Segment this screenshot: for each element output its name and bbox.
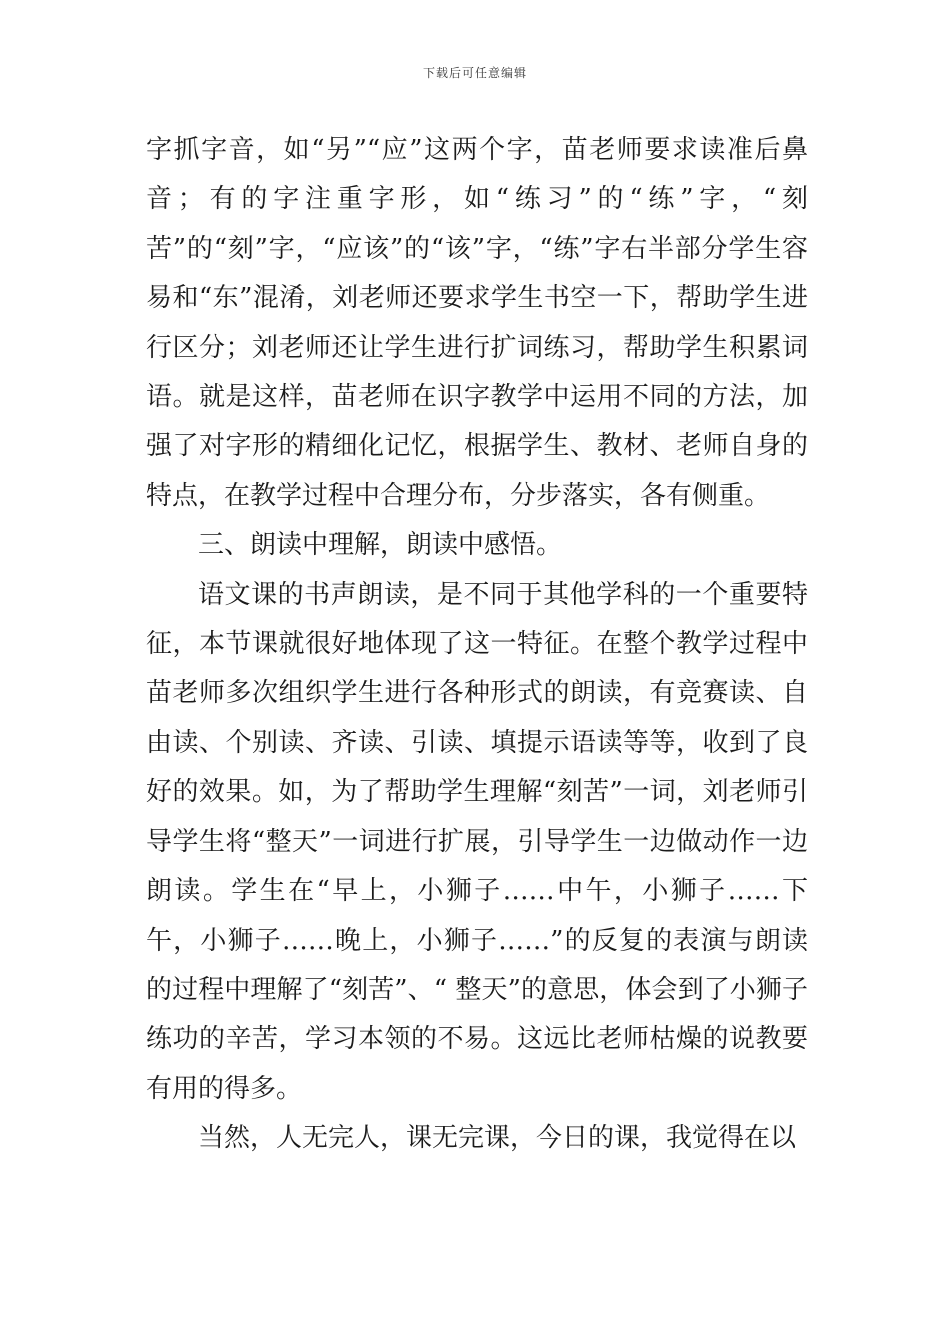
document-body bbox=[146, 126, 808, 1164]
paragraph-reading-practice: 语文课的书声朗读，是不同于其他学科的一个重要特征，本节课就很好地体现了这一特征。在整个教学过程中苗老师多次组织学生进行各种形式的朗读，有竞赛读、自由读、个别读、齐读、引读、填提示语读等等，收到了良好的效果。如，为了帮助学生理解“刻苦”一词，刘老师引导学生将“整天”一词进行扩展，引导学生一边做动作一边朗读。学生在“早上，小狮子……中午，小狮子……下午，小狮子……晚上，小狮子……”的反复的表演与朗读的过程中理解了“刻苦”、“ 整天”的意思，体会到了小狮子练功的辛苦，学习本领的不易。这远比老师枯燥的说教要有用的得多。 bbox=[146, 579, 808, 1104]
page-header: 下载后可任意编辑 bbox=[422, 66, 527, 80]
section-heading-reading: 三、朗读中理解，朗读中感悟。 bbox=[198, 530, 563, 561]
paragraph-reflection: 当然，人无完人，课无完课，今日的课，我觉得在以 bbox=[198, 1123, 797, 1154]
paragraph-literacy-methods: 字抓字音，如“另”“应”这两个字，苗老师要求读准后鼻音；有的字注重字形，如“练习”的“练”字，“刻苦”的“刻”字，“应该”的“该”字，“练”字右半部分学生容易和“东”混淆，刘老师还要求学生书空一下，帮助学生进行区分；刘老师还让学生进行扩词练习，帮助学生积累词语。就是这样，苗老师在识字教学中运用不同的方法，加强了对字形的精细化记忆，根据学生、教材、老师自身的特点，在教学过程中合理分布，分步落实，各有侧重。 bbox=[146, 135, 808, 511]
